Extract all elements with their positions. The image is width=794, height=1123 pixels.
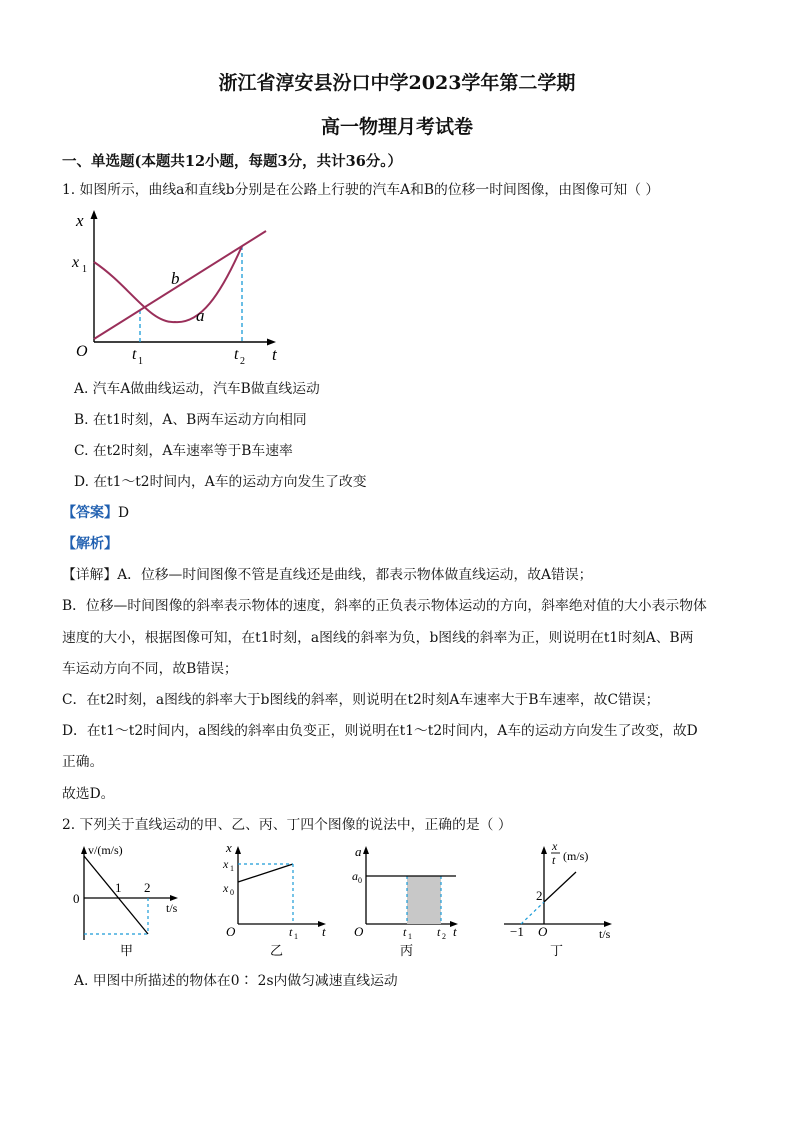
jia-line <box>84 856 148 934</box>
jia-caption: 甲 <box>120 943 134 958</box>
bing-a0: a <box>352 869 358 883</box>
ding-y-arrow <box>541 846 547 854</box>
q1-x1-label: x <box>72 254 80 271</box>
q1-label-a: a <box>196 306 205 325</box>
bing-a0-sub: 0 <box>358 876 362 885</box>
yi-caption: 乙 <box>270 943 284 958</box>
bing-y-label: a <box>355 844 362 859</box>
jia-tick-1: 1 <box>115 880 122 895</box>
q2-graph-bing <box>352 840 472 960</box>
ding-y-den: t <box>552 853 556 867</box>
q1-t2-sub: 2 <box>240 356 245 367</box>
q1-x1-sub: 1 <box>82 264 87 275</box>
yi-t1: t <box>289 925 293 939</box>
analysis-line-4: 车运动方向不同，故B错误； <box>62 661 238 677</box>
q1-t1-sub: 1 <box>138 356 143 367</box>
q1-t2-label: t <box>234 346 239 363</box>
q1-option-d: D. 在t1～t2时间内，A车的运动方向发生了改变 <box>74 474 367 490</box>
q1-y-arrow <box>91 210 98 219</box>
ding-caption: 丁 <box>550 943 564 958</box>
yi-x-label: t <box>322 924 326 939</box>
analysis-line-1 <box>62 565 592 585</box>
q2-graph-jia <box>68 840 198 960</box>
q1-label-b: b <box>171 269 180 288</box>
ding-origin: O <box>538 924 548 939</box>
q1-y-label: x <box>76 211 84 230</box>
ding-y-num: x <box>552 839 558 853</box>
bing-t1: t <box>403 925 407 939</box>
bing-caption: 丙 <box>400 943 414 958</box>
yi-x1: x <box>223 857 229 871</box>
bing-t2: t <box>437 925 441 939</box>
bing-shaded-area <box>407 876 441 924</box>
q1-option-a: A. 汽车A做曲线运动，汽车B做直线运动 <box>74 381 320 397</box>
bing-x-label: t <box>453 924 457 939</box>
yi-x0-sub: 0 <box>230 888 234 897</box>
yi-x0: x <box>223 881 229 895</box>
jia-zero: 0 <box>73 891 80 906</box>
section-header-single-choice: 一、单选题(本题共12小题，每题3分，共计36分。） <box>62 153 403 170</box>
q2-graph-ding <box>500 840 640 960</box>
answer-value: D <box>118 505 130 521</box>
ding-y-unit: (m/s) <box>563 849 589 863</box>
analysis-line-8: 故选D。 <box>62 786 115 802</box>
q2-option-a: A. 甲图中所描述的物体在0∶ 2s内做匀减速直线运动 <box>74 973 398 989</box>
ding-x-label: t/s <box>599 927 611 941</box>
q1-origin: O <box>76 343 88 360</box>
q2-graph-yi <box>220 840 340 960</box>
analysis-line-7: 正确。 <box>62 754 104 770</box>
exam-title-line2: 高一物理月考试卷 <box>320 116 473 138</box>
analysis-line-1-text: A．位移—时间图像不管是直线还是曲线，都表示物体做直线运动，故A错误； <box>117 567 593 583</box>
yi-x1-sub: 1 <box>230 864 234 873</box>
bing-origin: O <box>354 924 364 939</box>
bing-y-arrow <box>363 846 369 854</box>
yi-y-arrow <box>235 846 241 854</box>
analysis-line-6: D．在t1～t2时间内，a图线的斜率由负变正，则说明在t1～t2时间内，A车的运动方向发生了改变，故D <box>62 723 698 739</box>
ding-minus-one: −1 <box>510 924 524 939</box>
jia-y-label: v/(m/s) <box>88 843 123 857</box>
answer-label: 【答案】 <box>62 505 118 521</box>
bing-t2-sub: 2 <box>442 932 446 941</box>
yi-t1-sub: 1 <box>294 932 298 941</box>
q1-curve-a <box>94 246 242 322</box>
q1-t1-label: t <box>132 346 137 363</box>
jia-y-arrow <box>81 846 87 854</box>
bing-t1-sub: 1 <box>408 932 412 941</box>
yi-y-label: x <box>226 840 232 855</box>
analysis-line-3: 速度的大小，根据图像可知，在t1时刻，a图线的斜率为负，b图线的斜率为正，则说明在t1时刻A、B两 <box>62 630 694 646</box>
analysis-label: 【解析】 <box>62 536 118 552</box>
q1-answer-line <box>62 503 129 523</box>
q1-option-c: C. 在t2时刻，A车速率等于B车速率 <box>74 443 293 459</box>
question-2-stem: 2. 下列关于直线运动的甲、乙、丙、丁四个图像的说法中，正确的是（ ） <box>62 817 512 833</box>
exam-title-line1: 浙江省淳安县汾口中学2023学年第二学期 <box>218 72 576 94</box>
yi-origin: O <box>226 924 236 939</box>
ding-two: 2 <box>536 888 543 903</box>
question-1-stem: 1. 如图所示，曲线a和直线b分别是在公路上行驶的汽车A和B的位移一时间图像，由图像可知（ ） <box>62 182 660 198</box>
detail-label: 【详解】 <box>62 567 118 583</box>
q1-xt-graph <box>70 206 300 366</box>
q1-x-label: t <box>272 345 277 364</box>
yi-line <box>238 864 293 882</box>
analysis-line-5: C．在t2时刻，a图线的斜率大于b图线的斜率，则说明在t2时刻A车速率大于B车速率，故C错误； <box>62 692 660 708</box>
jia-tick-2: 2 <box>144 880 151 895</box>
analysis-line-2: B．位移—时间图像的斜率表示物体的速度，斜率的正负表示物体运动的方向，斜率绝对值的大小表示物体 <box>62 598 707 614</box>
jia-x-label: t/s <box>166 901 178 915</box>
ding-line-solid <box>544 872 576 902</box>
q1-option-b: B. 在t1时刻，A、B两车运动方向相同 <box>74 412 307 428</box>
ding-line-dash <box>521 902 544 924</box>
